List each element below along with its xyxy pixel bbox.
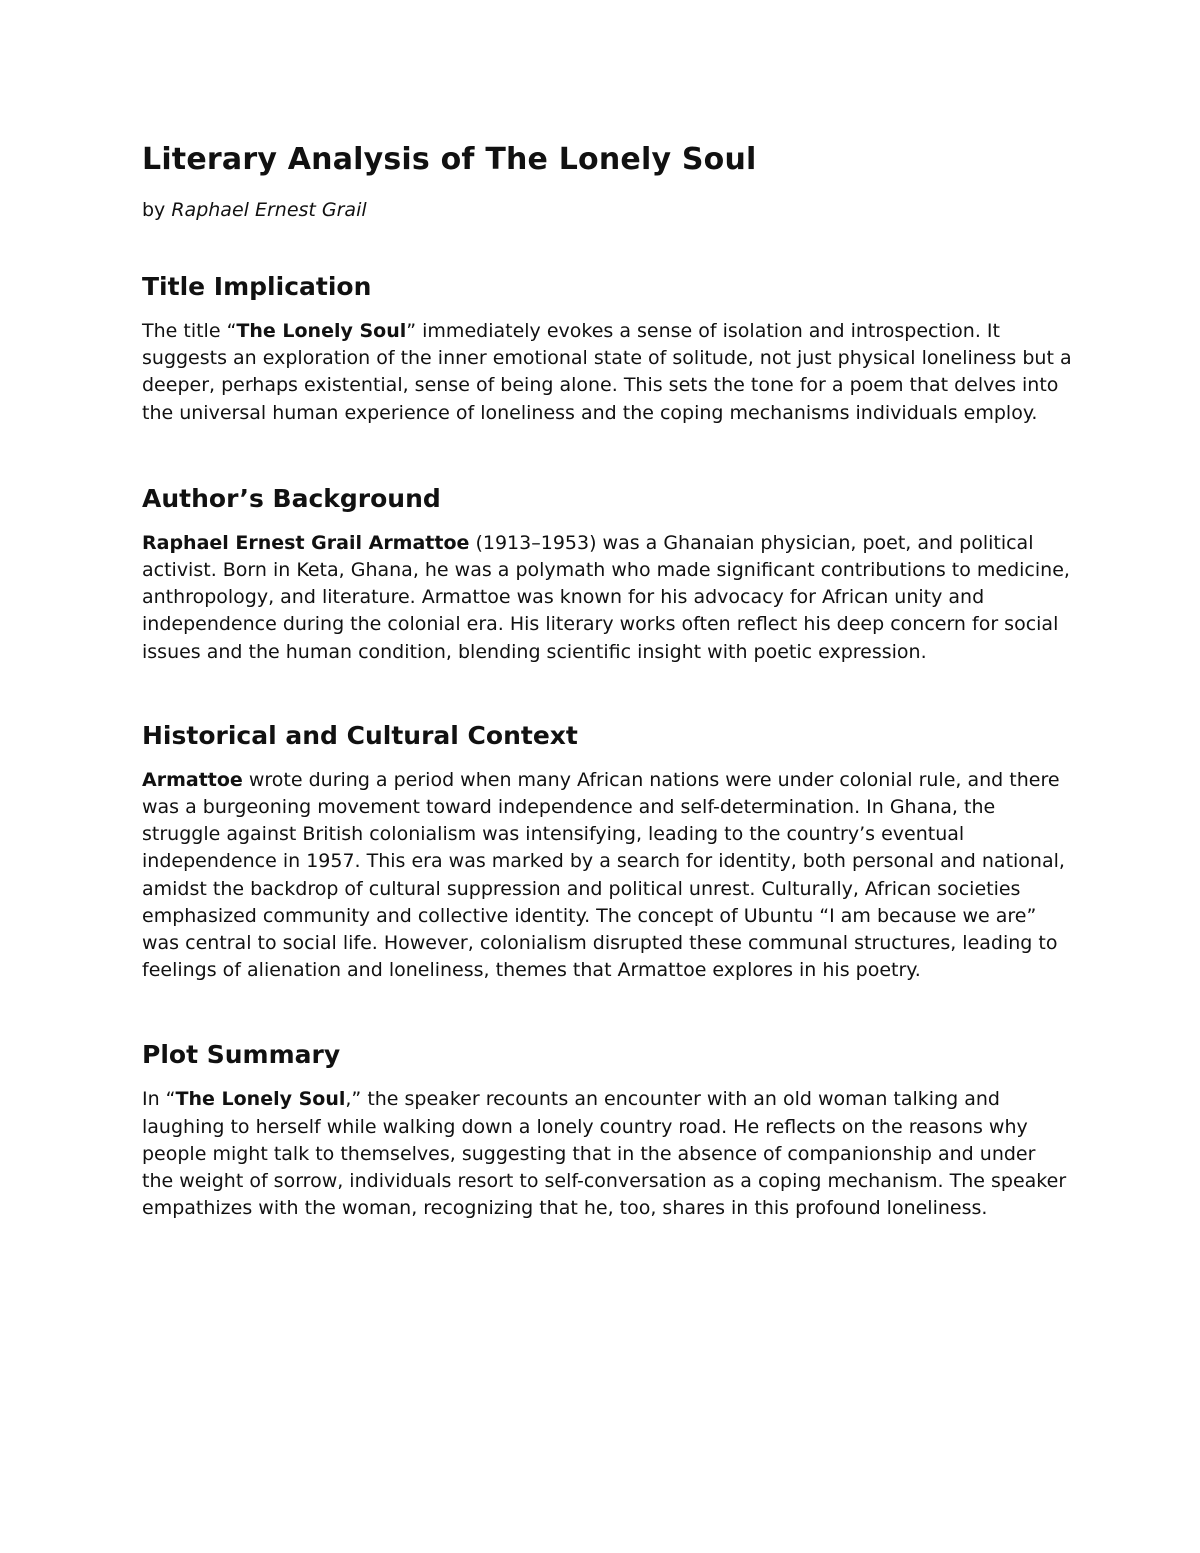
section-paragraph [142, 318, 1072, 427]
section-paragraph [142, 1086, 1072, 1222]
paragraph-text: ” immediately evokes a sense of isolation and introspection. It suggests an exploration of the inner emotional state of solitude, not just physical loneliness but a deeper, perhaps existential, sense of being alone. This sets the tone for a poem that delves into the universal human experience of loneliness and the coping mechanisms individuals employ. [142, 320, 1072, 424]
paragraph-text: wrote during a period when many African nations were under colonial rule, and there was a burgeoning movement toward independence and self-determination. In Ghana, the struggle against British colonialism was intensifying, leading to the country’s eventual independence in 1957. This era was marked by a search for identity, both personal and national, amidst the backdrop of cultural suppression and political unrest. Culturally, African societies emphasized community and collective identity. The concept of Ubuntu “I am because we are” was central to social life. However, colonialism disrupted these communal structures, leading to feelings of alienation and loneliness, themes that Armattoe explores in his poetry. [142, 768, 1065, 982]
section-authors-background [142, 482, 1072, 666]
paragraph-text-lead: In “ [142, 1088, 176, 1111]
paragraph-text: (1913–1953) was a Ghanaian physician, poet, and political activist. Born in Keta, Ghana, he was a polymath who made significant contributions to medicine, anthropology, and literature. Armattoe was known for his advocacy for African unity and independence during the colonial era. His literary works often reflect his deep concern for social issues and the human condition, blending scientific insight with poetic expression. [142, 531, 1070, 663]
section-title-implication [142, 270, 1072, 427]
section-plot-summary [142, 1038, 1072, 1222]
byline [142, 197, 1072, 223]
section-heading: Plot Summary [142, 1040, 341, 1070]
byline-author: Raphael Ernest Grail [171, 199, 367, 221]
poem-title-bold: The Lonely Soul [236, 320, 407, 342]
paragraph-text: ,” the speaker recounts an encounter with an old woman talking and laughing to herself while walking down a lonely country road. He reflects on the reasons why people might talk to themselves, suggesting that in the absence of companionship and under the weight of sorrow, individuals resort to self-conversation as a coping mechanism. The speaker empathizes with the woman, recognizing that he, too, shares in this profound loneliness. [142, 1088, 1067, 1220]
document-title: Literary Analysis of The Lonely Soul [142, 142, 757, 177]
section-paragraph [142, 767, 1072, 985]
section-heading: Title Implication [142, 272, 372, 301]
document-page [142, 140, 1072, 1222]
section-historical-context [142, 719, 1072, 985]
author-name-bold: Raphael Ernest Grail Armattoe [142, 531, 470, 554]
author-surname-bold: Armattoe [142, 768, 243, 791]
paragraph-text-lead: The title “ [142, 320, 237, 342]
section-paragraph [142, 530, 1072, 666]
byline-prefix: by [142, 199, 172, 221]
poem-title-bold: The Lonely Soul [175, 1088, 346, 1111]
section-heading: Historical and Cultural Context [142, 720, 578, 750]
section-heading: Author’s Background [142, 483, 441, 513]
